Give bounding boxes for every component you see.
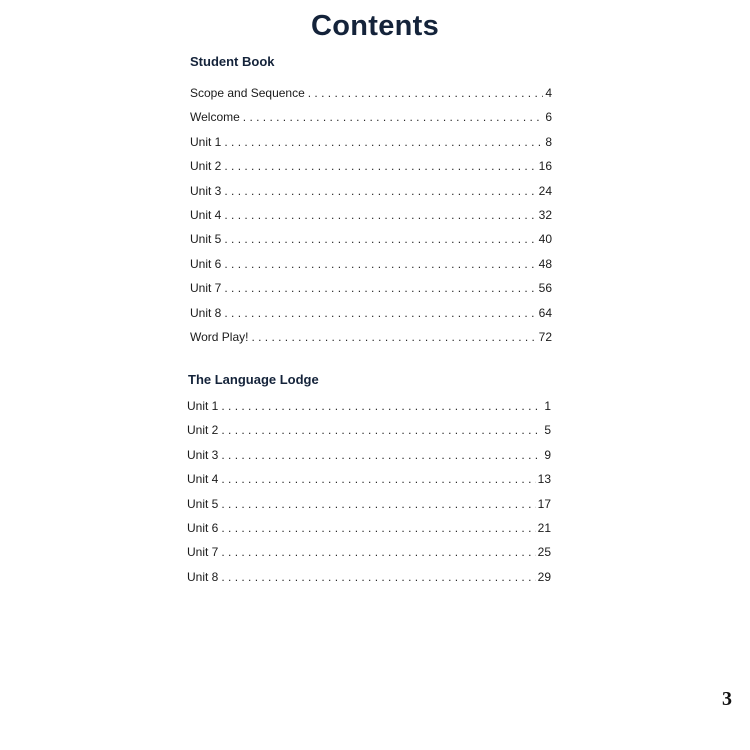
dot-leader	[221, 399, 542, 413]
toc-entry[interactable]	[187, 423, 551, 447]
toc-entry[interactable]	[190, 110, 552, 134]
toc-entry-page: 16	[538, 159, 552, 174]
toc-entry-label: Unit 1	[187, 399, 219, 413]
toc-entry-label: Unit 6	[187, 520, 219, 535]
toc-entry-label: Unit 4	[187, 472, 219, 487]
page-number: 3	[722, 688, 732, 710]
toc-list-student-book	[190, 86, 552, 354]
toc-entry[interactable]	[187, 497, 551, 521]
dot-leader	[221, 423, 542, 437]
toc-entry-label: Word Play!	[190, 329, 249, 344]
toc-entry[interactable]	[187, 472, 551, 496]
toc-entry-label: Unit 7	[190, 281, 222, 296]
dot-leader	[221, 521, 535, 535]
toc-entry[interactable]	[187, 545, 551, 569]
toc-entry-page: 5	[544, 423, 551, 438]
toc-entry[interactable]	[187, 399, 551, 423]
toc-entry-page: 24	[538, 183, 552, 198]
toc-entry-page: 8	[545, 134, 552, 149]
section-heading-language-lodge: The Language Lodge	[188, 372, 319, 387]
dot-leader	[221, 472, 535, 486]
toc-entry-page: 29	[537, 569, 551, 584]
toc-entry-label: Unit 2	[187, 423, 219, 438]
section-heading-student-book: Student Book	[190, 54, 275, 69]
dot-leader	[224, 232, 536, 246]
toc-entry-label: Unit 8	[190, 305, 222, 320]
toc-entry[interactable]	[190, 306, 552, 330]
toc-entry[interactable]	[190, 281, 552, 305]
toc-entry-label: Unit 1	[190, 134, 222, 149]
toc-entry[interactable]	[187, 570, 551, 594]
toc-entry-page: 13	[537, 472, 551, 487]
toc-entry-page: 72	[538, 329, 552, 344]
dot-leader	[224, 184, 536, 198]
toc-entry[interactable]	[190, 257, 552, 281]
toc-entry-label: Unit 6	[190, 256, 222, 271]
toc-entry-label: Unit 2	[190, 159, 222, 174]
toc-entry-page: 1	[544, 399, 551, 413]
toc-entry[interactable]	[190, 208, 552, 232]
toc-entry-label: Welcome	[190, 110, 240, 125]
toc-entry[interactable]	[190, 159, 552, 183]
dot-leader	[251, 330, 536, 344]
toc-entry[interactable]	[190, 330, 552, 354]
toc-entry-label: Unit 4	[190, 207, 222, 222]
toc-entry-page: 6	[545, 110, 552, 125]
toc-entry-label: Unit 3	[190, 183, 222, 198]
dot-leader	[224, 257, 536, 271]
toc-entry-label: Unit 3	[187, 447, 219, 462]
toc-entry[interactable]	[190, 135, 552, 159]
toc-entry-label: Unit 5	[190, 232, 222, 247]
dot-leader	[224, 306, 536, 320]
dot-leader	[221, 545, 535, 559]
toc-entry-page: 32	[538, 207, 552, 222]
dot-leader	[224, 135, 543, 149]
toc-entry-page: 4	[545, 86, 552, 100]
toc-entry-page: 9	[544, 447, 551, 462]
dot-leader	[224, 159, 536, 173]
dot-leader	[221, 570, 535, 584]
dot-leader	[224, 281, 536, 295]
toc-list-language-lodge	[187, 399, 551, 594]
toc-entry-page: 56	[538, 281, 552, 296]
toc-entry[interactable]	[190, 232, 552, 256]
toc-entry[interactable]	[187, 521, 551, 545]
toc-entry[interactable]	[190, 86, 552, 110]
toc-entry-label: Scope and Sequence	[190, 86, 305, 100]
dot-leader	[308, 86, 544, 100]
toc-entry[interactable]	[187, 448, 551, 472]
toc-entry-page: 48	[538, 256, 552, 271]
dot-leader	[224, 208, 536, 222]
toc-entry-page: 21	[537, 520, 551, 535]
toc-entry-label: Unit 8	[187, 569, 219, 584]
toc-entry-page: 17	[537, 496, 551, 511]
page-title: Contents	[310, 10, 440, 42]
toc-entry-label: Unit 5	[187, 496, 219, 511]
toc-entry-label: Unit 7	[187, 545, 219, 560]
dot-leader	[221, 497, 535, 511]
toc-entry[interactable]	[190, 184, 552, 208]
toc-entry-page: 25	[537, 545, 551, 560]
toc-entry-page: 64	[538, 305, 552, 320]
dot-leader	[221, 448, 542, 462]
dot-leader	[243, 110, 544, 124]
toc-entry-page: 40	[538, 232, 552, 247]
